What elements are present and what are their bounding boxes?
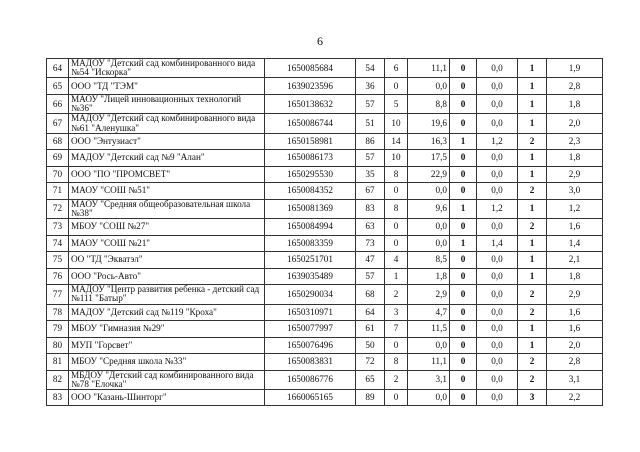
inn: 1639023596 — [265, 78, 356, 95]
violation-rate: 1,4 — [477, 235, 518, 252]
count: 5 — [385, 94, 408, 113]
organization-name: МАДОУ "Детский сад комбинированного вида №61 "Аленушка" — [69, 114, 265, 133]
table-row — [47, 321, 603, 338]
employees: 83 — [356, 199, 385, 218]
percent: 16,3 — [408, 133, 450, 150]
category: 2 — [518, 354, 547, 371]
percent: 3,1 — [408, 370, 450, 389]
category: 1 — [518, 337, 547, 354]
inn: 1660065165 — [265, 389, 356, 406]
count: 2 — [385, 370, 408, 389]
violation-rate: 0,0 — [477, 321, 518, 338]
category: 2 — [518, 285, 547, 304]
score: 2,0 — [547, 114, 603, 133]
organization-name: МАОУ "Лицей инновационных технологий №36" — [69, 94, 265, 113]
organization-name: ООО "Рось-Авто" — [69, 268, 265, 285]
violation-rate: 0,0 — [477, 94, 518, 113]
violations: 1 — [450, 133, 477, 150]
row-number: 82 — [47, 370, 69, 389]
inn: 1650310971 — [265, 304, 356, 321]
table-row — [47, 199, 603, 218]
violation-rate: 0,0 — [477, 219, 518, 236]
employees: 35 — [356, 166, 385, 183]
category: 2 — [518, 219, 547, 236]
score: 2,1 — [547, 252, 603, 269]
row-number: 81 — [47, 354, 69, 371]
organization-name: ООО "Энтузиаст" — [69, 133, 265, 150]
violations: 0 — [450, 94, 477, 113]
table-row — [47, 150, 603, 167]
row-number: 69 — [47, 150, 69, 167]
row-number: 70 — [47, 166, 69, 183]
percent: 11,1 — [408, 59, 450, 78]
percent: 0,0 — [408, 78, 450, 95]
violations: 0 — [450, 114, 477, 133]
table-row — [47, 354, 603, 371]
percent: 4,7 — [408, 304, 450, 321]
row-number: 74 — [47, 235, 69, 252]
row-number: 64 — [47, 59, 69, 78]
count: 0 — [385, 219, 408, 236]
table-row — [47, 268, 603, 285]
percent: 1,8 — [408, 268, 450, 285]
percent: 17,5 — [408, 150, 450, 167]
table-row — [47, 389, 603, 406]
inn: 1650251701 — [265, 252, 356, 269]
violations: 1 — [450, 199, 477, 218]
inn: 1650086173 — [265, 150, 356, 167]
percent: 0,0 — [408, 219, 450, 236]
table-row — [47, 370, 603, 389]
score: 2,3 — [547, 133, 603, 150]
organization-name: МБДОУ "Детский сад комбинированного вида №78 "Елочка" — [69, 370, 265, 389]
inn: 1639035489 — [265, 268, 356, 285]
percent: 11,1 — [408, 354, 450, 371]
percent: 11,5 — [408, 321, 450, 338]
organization-name: МБОУ "Средняя школа №33" — [69, 354, 265, 371]
organization-name: ОО "ТД "Экватэл" — [69, 252, 265, 269]
inn: 1650086776 — [265, 370, 356, 389]
table-row — [47, 114, 603, 133]
score: 1,2 — [547, 199, 603, 218]
violations: 0 — [450, 321, 477, 338]
score: 1,8 — [547, 150, 603, 167]
row-number: 75 — [47, 252, 69, 269]
percent: 19,6 — [408, 114, 450, 133]
employees: 89 — [356, 389, 385, 406]
employees: 50 — [356, 337, 385, 354]
violation-rate: 1,2 — [477, 133, 518, 150]
category: 1 — [518, 94, 547, 113]
count: 14 — [385, 133, 408, 150]
violations: 0 — [450, 166, 477, 183]
table-row — [47, 94, 603, 113]
violations: 1 — [450, 235, 477, 252]
category: 1 — [518, 166, 547, 183]
employees: 57 — [356, 94, 385, 113]
score: 3,1 — [547, 370, 603, 389]
inn: 1650295530 — [265, 166, 356, 183]
violation-rate: 0,0 — [477, 150, 518, 167]
employees: 73 — [356, 235, 385, 252]
violations: 0 — [450, 354, 477, 371]
score: 1,6 — [547, 321, 603, 338]
inn: 1650085684 — [265, 59, 356, 78]
employees: 54 — [356, 59, 385, 78]
violation-rate: 0,0 — [477, 166, 518, 183]
violations: 0 — [450, 78, 477, 95]
row-number: 80 — [47, 337, 69, 354]
percent: 9,6 — [408, 199, 450, 218]
score: 1,6 — [547, 219, 603, 236]
employees: 57 — [356, 150, 385, 167]
score: 2,8 — [547, 354, 603, 371]
organization-name: МБОУ "СОШ №27" — [69, 219, 265, 236]
violations: 0 — [450, 285, 477, 304]
employees: 68 — [356, 285, 385, 304]
violation-rate: 0,0 — [477, 268, 518, 285]
table-row — [47, 59, 603, 78]
count: 0 — [385, 78, 408, 95]
violation-rate: 0,0 — [477, 78, 518, 95]
organization-name: ООО "ПО "ПРОМСВЕТ" — [69, 166, 265, 183]
inn: 1650086744 — [265, 114, 356, 133]
inn: 1650083359 — [265, 235, 356, 252]
data-table — [46, 58, 603, 406]
category: 1 — [518, 150, 547, 167]
percent: 0,0 — [408, 389, 450, 406]
organization-name: МАДОУ "Центр развития ребенка - детский сад №111 "Батыр" — [69, 285, 265, 304]
row-number: 71 — [47, 183, 69, 200]
category: 2 — [518, 133, 547, 150]
inn: 1650290034 — [265, 285, 356, 304]
employees: 67 — [356, 183, 385, 200]
organization-name: МАОУ "СОШ №21" — [69, 235, 265, 252]
row-number: 66 — [47, 94, 69, 113]
violation-rate: 0,0 — [477, 337, 518, 354]
count: 2 — [385, 285, 408, 304]
organization-name: МАОУ "СОШ №51" — [69, 183, 265, 200]
violation-rate: 0,0 — [477, 304, 518, 321]
organization-name: МАДОУ "Детский сад №9 "Алан" — [69, 150, 265, 167]
score: 2,9 — [547, 285, 603, 304]
violation-rate: 1,2 — [477, 199, 518, 218]
percent: 0,0 — [408, 235, 450, 252]
table-row — [47, 219, 603, 236]
row-number: 72 — [47, 199, 69, 218]
row-number: 76 — [47, 268, 69, 285]
employees: 86 — [356, 133, 385, 150]
organization-name: МУП "Горсвет" — [69, 337, 265, 354]
category: 3 — [518, 389, 547, 406]
violations: 0 — [450, 150, 477, 167]
inn: 1650083831 — [265, 354, 356, 371]
inn: 1650077997 — [265, 321, 356, 338]
inn: 1650084352 — [265, 183, 356, 200]
violations: 0 — [450, 183, 477, 200]
score: 2,9 — [547, 166, 603, 183]
organization-name: ООО "Казань-Шинторг" — [69, 389, 265, 406]
category: 1 — [518, 59, 547, 78]
percent: 22,9 — [408, 166, 450, 183]
score: 1,8 — [547, 268, 603, 285]
employees: 61 — [356, 321, 385, 338]
inn: 1650138632 — [265, 94, 356, 113]
count: 8 — [385, 199, 408, 218]
count: 3 — [385, 304, 408, 321]
count: 8 — [385, 354, 408, 371]
employees: 51 — [356, 114, 385, 133]
violation-rate: 0,0 — [477, 285, 518, 304]
table-row — [47, 183, 603, 200]
row-number: 65 — [47, 78, 69, 95]
violations: 0 — [450, 219, 477, 236]
violations: 0 — [450, 389, 477, 406]
category: 2 — [518, 183, 547, 200]
row-number: 78 — [47, 304, 69, 321]
violation-rate: 0,0 — [477, 252, 518, 269]
score: 1,9 — [547, 59, 603, 78]
violation-rate: 0,0 — [477, 183, 518, 200]
inn: 1650081369 — [265, 199, 356, 218]
employees: 57 — [356, 268, 385, 285]
table-row — [47, 337, 603, 354]
count: 1 — [385, 268, 408, 285]
table-row — [47, 235, 603, 252]
category: 2 — [518, 304, 547, 321]
count: 7 — [385, 321, 408, 338]
violations: 0 — [450, 370, 477, 389]
organization-name: МБОУ "Гимназия №29" — [69, 321, 265, 338]
table-row — [47, 285, 603, 304]
count: 6 — [385, 59, 408, 78]
employees: 63 — [356, 219, 385, 236]
count: 0 — [385, 235, 408, 252]
score: 1,4 — [547, 235, 603, 252]
percent: 0,0 — [408, 183, 450, 200]
inn: 1650076496 — [265, 337, 356, 354]
row-number: 79 — [47, 321, 69, 338]
percent: 0,0 — [408, 337, 450, 354]
violation-rate: 0,0 — [477, 389, 518, 406]
count: 10 — [385, 150, 408, 167]
row-number: 67 — [47, 114, 69, 133]
table-row — [47, 304, 603, 321]
violation-rate: 0,0 — [477, 354, 518, 371]
page-number: 6 — [317, 34, 323, 48]
score: 1,6 — [547, 304, 603, 321]
employees: 47 — [356, 252, 385, 269]
inn: 1650158981 — [265, 133, 356, 150]
organization-name: МАОУ "Средняя общеобразовательная школа №38" — [69, 199, 265, 218]
row-number: 77 — [47, 285, 69, 304]
table-row — [47, 133, 603, 150]
category: 1 — [518, 252, 547, 269]
count: 0 — [385, 183, 408, 200]
count: 0 — [385, 389, 408, 406]
row-number: 83 — [47, 389, 69, 406]
score: 2,8 — [547, 78, 603, 95]
count: 0 — [385, 337, 408, 354]
score: 2,0 — [547, 337, 603, 354]
percent: 8,8 — [408, 94, 450, 113]
table-row — [47, 78, 603, 95]
category: 2 — [518, 370, 547, 389]
category: 1 — [518, 78, 547, 95]
violations: 0 — [450, 59, 477, 78]
category: 1 — [518, 114, 547, 133]
count: 4 — [385, 252, 408, 269]
category: 1 — [518, 199, 547, 218]
violation-rate: 0,0 — [477, 114, 518, 133]
violations: 0 — [450, 268, 477, 285]
employees: 64 — [356, 304, 385, 321]
category: 1 — [518, 268, 547, 285]
score: 3,0 — [547, 183, 603, 200]
table-row — [47, 252, 603, 269]
violation-rate: 0,0 — [477, 59, 518, 78]
percent: 8,5 — [408, 252, 450, 269]
violations: 0 — [450, 252, 477, 269]
inn: 1650084994 — [265, 219, 356, 236]
violation-rate: 0,0 — [477, 370, 518, 389]
category: 1 — [518, 235, 547, 252]
score: 2,2 — [547, 389, 603, 406]
employees: 72 — [356, 354, 385, 371]
employees: 65 — [356, 370, 385, 389]
table-body — [47, 59, 603, 406]
organization-name: МАДОУ "Детский сад комбинированного вида №54 "Искорка" — [69, 59, 265, 78]
employees: 36 — [356, 78, 385, 95]
count: 10 — [385, 114, 408, 133]
table-row — [47, 166, 603, 183]
row-number: 73 — [47, 219, 69, 236]
score: 1,8 — [547, 94, 603, 113]
percent: 2,9 — [408, 285, 450, 304]
violations: 0 — [450, 304, 477, 321]
row-number: 68 — [47, 133, 69, 150]
category: 1 — [518, 321, 547, 338]
organization-name: МАДОУ "Детский сад №119 "Кроха" — [69, 304, 265, 321]
organization-name: ООО "ТД "ТЭМ" — [69, 78, 265, 95]
violations: 0 — [450, 337, 477, 354]
count: 8 — [385, 166, 408, 183]
